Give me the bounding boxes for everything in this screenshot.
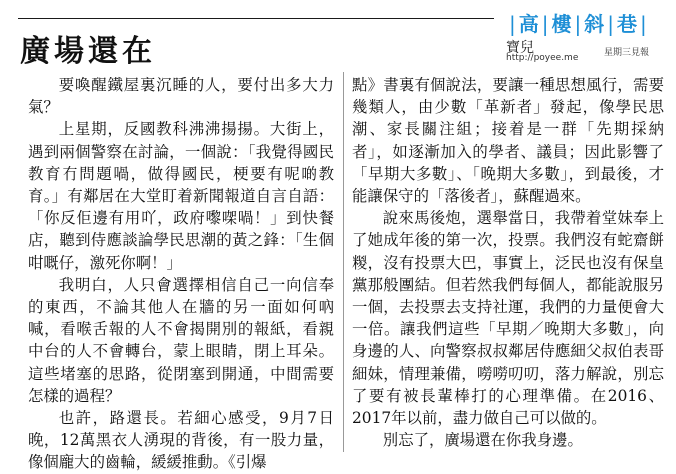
paragraph: 要喚醒鐵屋裏沉睡的人，要付出多大力氣？ — [28, 76, 334, 117]
column-divider — [343, 72, 344, 452]
article-column-right — [352, 74, 664, 451]
column-name-char: 斜 — [584, 12, 605, 36]
paragraph: 我明白，人只會選擇相信自己一向信奉的東西，不論其他人在牆的另一面如何吶喊，看喉舌報的人不會揭開別的報紙，看親中台的人不會轉台，蒙上眼睛，閉上耳朵。這些堵塞的思路，從閉塞到開通，中間需要怎樣的過程？ — [28, 275, 334, 405]
author-name: 寶兒 — [506, 40, 534, 56]
paragraph: 上星期，反國教科沸沸揚揚。大街上，遇到兩個警察在討論，一個說：「我覺得國民教育冇問題喎，做得國民，梗要有呢啲教育。」有鄰居在大堂盯着新聞報道自言自語：「你反佢邊有用吖，政府嚟㗎喎！」到快餐店，聽到侍應談論學民思潮的黃之鋒：「生個咁嘅仔，激死你啊！」 — [28, 120, 334, 272]
header-rule — [18, 18, 494, 19]
article-column-left — [28, 74, 334, 474]
publish-schedule: 星期三見報 — [604, 48, 650, 58]
column-name: | 高 | 樓 | 斜 | 巷 | — [509, 12, 647, 36]
paragraph: 別忘了，廣場還在你我身邊。 — [382, 431, 583, 450]
column-masthead — [506, 6, 670, 63]
column-name-char: 樓 — [551, 12, 572, 36]
article-title: 廣場還在 — [20, 34, 156, 69]
paragraph: 說來馬後炮，選舉當日，我帶着堂妹奉上了她成年後的第一次，投票。我們沒有蛇齋餅糉，沒有投票大巴，事實上，泛民也沒有保皇黨那般團結。但若然我們每個人，都能說服另一個，去投票去支持社運，我們的力量便會大一倍。讓我們這些「早期／晚期大多數」，向身邊的人、向警察叔叔鄰居侍應細父叔伯表哥細妹，情理兼備，嘮嘮叨叨，落力解說，別忘了要有被長輩棒打的心理準備。在2016、2017年以前，盡力做自己可以做的。 — [352, 209, 664, 428]
author-url: http://poyee.me — [506, 53, 579, 63]
paragraph: 點》書裏有個說法，要讓一種思想風行，需要幾類人，由少數「革新者」發起，像學民思潮、家長關注組；接着是一群「先期採納者」，如逐漸加入的學者、議員；因此影響了「早期大多數」、「晚期大多數」，到最後，才能讓保守的「落後者」，蘇醒過來。 — [352, 76, 664, 206]
column-name-char: 巷 — [617, 12, 637, 36]
paragraph: 也許，路還長。若細心感受，9月7日晚，12萬黑衣人湧現的背後，有一股力量，像個龐大的齒輪，緩緩推動。《引爆 — [28, 409, 334, 472]
column-name-char: 高 — [518, 12, 539, 36]
